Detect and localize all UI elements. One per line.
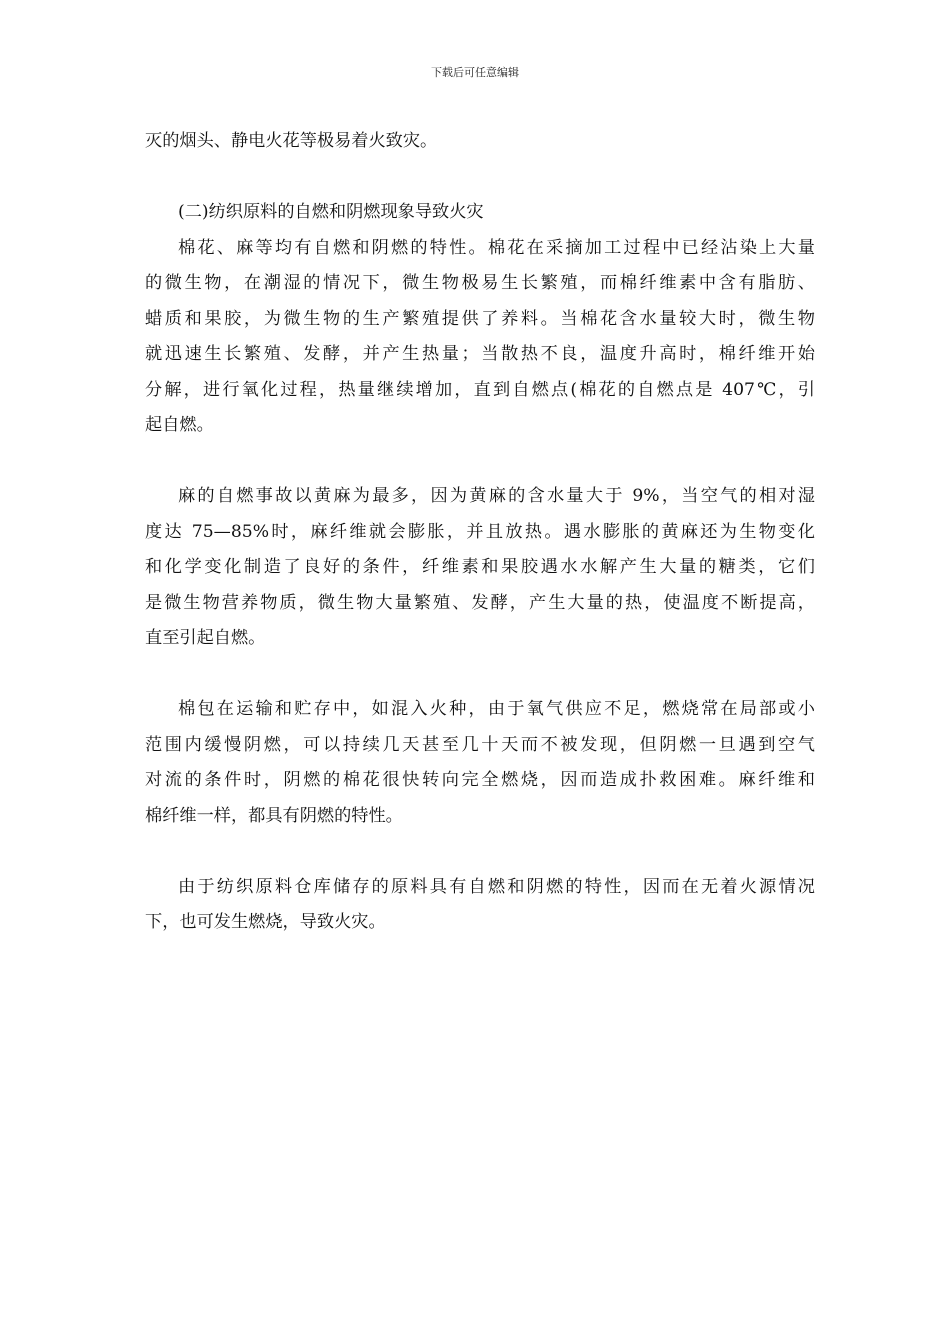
header-note: 下载后可任意编辑 — [431, 66, 519, 79]
paragraph-line: 棉包在运输和贮存中，如混入火种，由于氧气供应不足，燃烧常在局部或小 — [178, 699, 815, 719]
paragraph-gap — [145, 444, 815, 480]
paragraph-line: 起自燃。 — [145, 415, 214, 435]
paragraph-gap — [145, 160, 815, 196]
paragraph-line: 和化学变化制造了良好的条件，纤维素和果胶遇水水解产生大量的糖类，它们 — [145, 557, 815, 577]
paragraph-gap — [145, 834, 815, 870]
paragraph-line: 就迅速生长繁殖、发酵，并产生热量；当散热不良，温度升高时，棉纤维开始 — [145, 344, 815, 364]
paragraph-line: 棉花、麻等均有自燃和阴燃的特性。棉花在采摘加工过程中已经沾染上大量 — [178, 237, 815, 258]
paragraph-line: 是微生物营养物质，微生物大量繁殖、发酵，产生大量的热，使温度不断提高， — [145, 592, 815, 613]
paragraph-line: 下，也可发生燃烧，导致火灾。 — [145, 912, 386, 932]
paragraph-line: 度达 75—85%时，麻纤维就会膨胀，并且放热。遇水膨胀的黄麻还为生物变化 — [145, 521, 815, 542]
paragraph-line: 由于纺织原料仓库储存的原料具有自燃和阴燃的特性，因而在无着火源情况 — [178, 876, 815, 897]
paragraph-line: 对流的条件时，阴燃的棉花很快转向完全燃烧，因而造成扑救困难。麻纤维和 — [145, 770, 815, 790]
paragraph-line: 棉纤维一样，都具有阴燃的特性。 — [145, 805, 403, 826]
paragraph-line: 范围内缓慢阴燃，可以持续几天甚至几十天而不被发现，但阴燃一旦遇到空气 — [145, 734, 815, 755]
paragraph-line: 分解，进行氧化过程，热量继续增加，直到自燃点(棉花的自燃点是 407℃，引 — [145, 379, 815, 400]
paragraph-line: 直至引起自燃。 — [145, 628, 266, 648]
section-heading: (二)纺织原料的自燃和阴燃现象导致火灾 — [178, 202, 484, 222]
paragraph-line: 灭的烟头、静电火花等极易着火致灾。 — [145, 131, 438, 151]
document-body — [145, 124, 815, 941]
paragraph-line: 的微生物，在潮湿的情况下，微生物极易生长繁殖，而棉纤维素中含有脂肪、 — [145, 273, 815, 293]
paragraph-gap — [145, 657, 815, 693]
paragraph-line: 蜡质和果胶，为微生物的生产繁殖提供了养料。当棉花含水量较大时，微生物 — [145, 308, 815, 329]
paragraph-line: 麻的自燃事故以黄麻为最多，因为黄麻的含水量大于 9%，当空气的相对湿 — [178, 486, 815, 506]
